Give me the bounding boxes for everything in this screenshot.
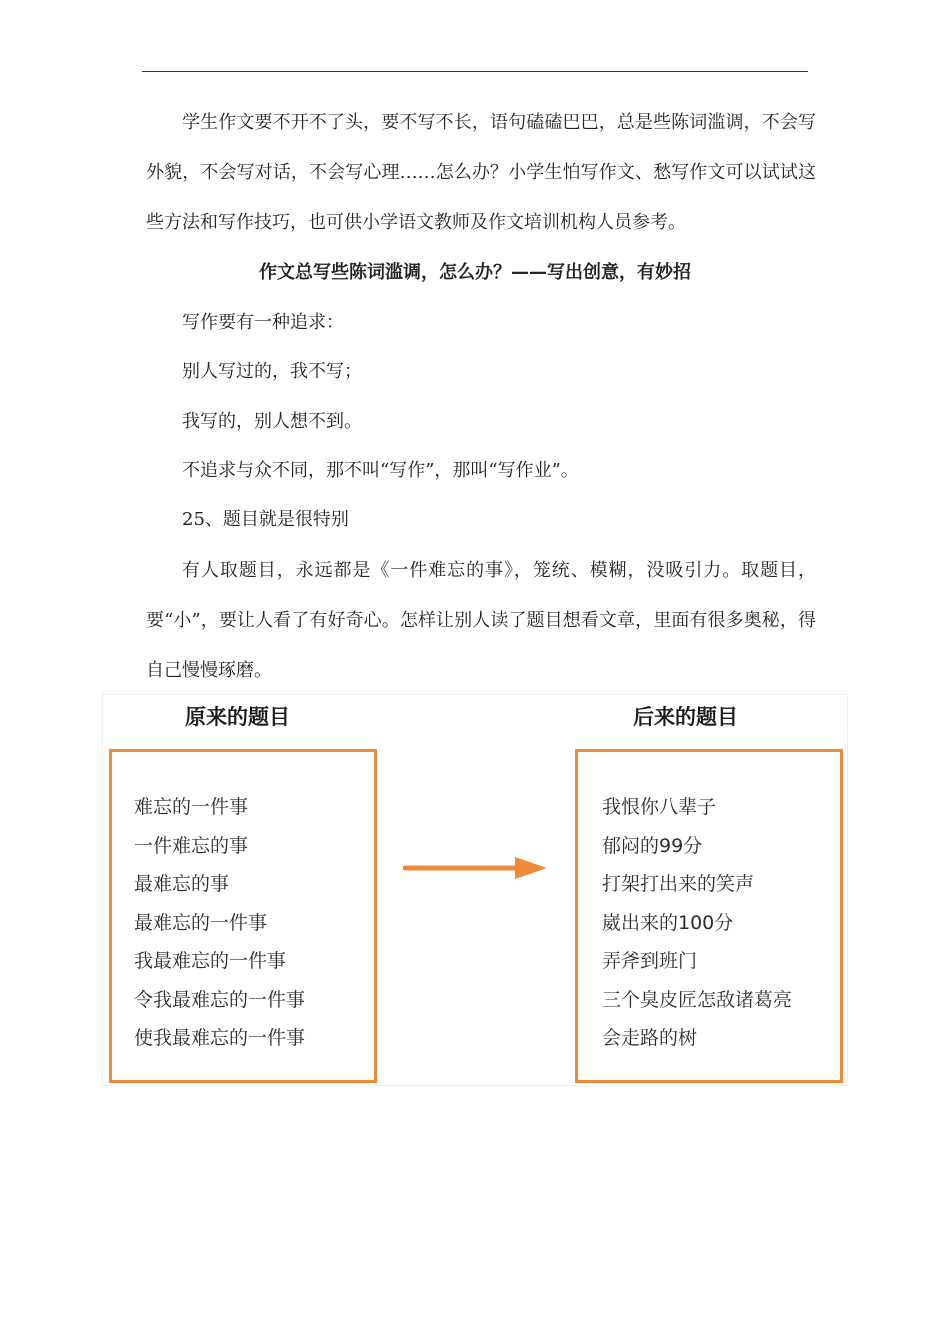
list-item: 我最难忘的一件事 — [134, 950, 287, 972]
revised-titles-box — [575, 749, 843, 1083]
list-item: 郁闷的99分 — [602, 834, 703, 857]
right-column-title: 后来的题目 — [633, 705, 738, 729]
original-titles-box — [109, 749, 377, 1083]
list-item: 三个臭皮匠怎敌诸葛亮 — [602, 988, 793, 1011]
text-line: 不追求与众不同，那不叫“写作”，那叫“写作业”。 — [182, 460, 579, 481]
section-heading: 作文总写些陈词滥调，怎么办？——写出创意，有妙招 — [259, 262, 691, 283]
list-item: 使我最难忘的一件事 — [134, 1027, 306, 1049]
list-item: 弄斧到班门 — [602, 950, 698, 972]
header-rule — [142, 71, 808, 72]
right-arrow-icon — [403, 853, 551, 883]
list-item: 难忘的一件事 — [134, 796, 249, 818]
original-titles-list — [134, 788, 305, 1058]
list-item: 令我最难忘的一件事 — [134, 988, 306, 1011]
list-item: 最难忘的一件事 — [134, 911, 268, 934]
list-item: 打架打出来的笑声 — [602, 873, 755, 895]
revised-titles-list — [602, 788, 792, 1058]
list-item: 崴出来的100分 — [602, 911, 734, 934]
text-line: 别人写过的，我不写； — [182, 361, 362, 382]
title-comparison-figure — [102, 694, 848, 1086]
body-paragraph: 有人取题目，永远都是《一件难忘的事》，笼统、模糊，没吸引力。取题目，要“小”，要让人看了有好奇心。怎样让别人读了题目想看文章，里面有很多奥秘，得自己慢慢琢磨。 — [146, 560, 816, 681]
text-line: 写作要有一种追求： — [182, 312, 344, 333]
list-item: 一件难忘的事 — [134, 834, 249, 857]
list-item: 会走路的树 — [602, 1027, 698, 1049]
text-line: 我写的，别人想不到。 — [182, 411, 362, 432]
intro-paragraph: 学生作文要不开不了头，要不写不长，语句磕磕巴巴，总是些陈词滥调，不会写外貌，不会写对话，不会写心理……怎么办？小学生怕写作文、愁写作文可以试试这些方法和写作技巧，也可供小学语文教师及作文培训机构人员参考。 — [146, 112, 816, 233]
item-heading: 25、题目就是很特别 — [182, 509, 349, 530]
left-column-title: 原来的题目 — [185, 705, 290, 729]
list-item: 最难忘的事 — [134, 873, 230, 895]
list-item: 我恨你八辈子 — [602, 796, 717, 818]
